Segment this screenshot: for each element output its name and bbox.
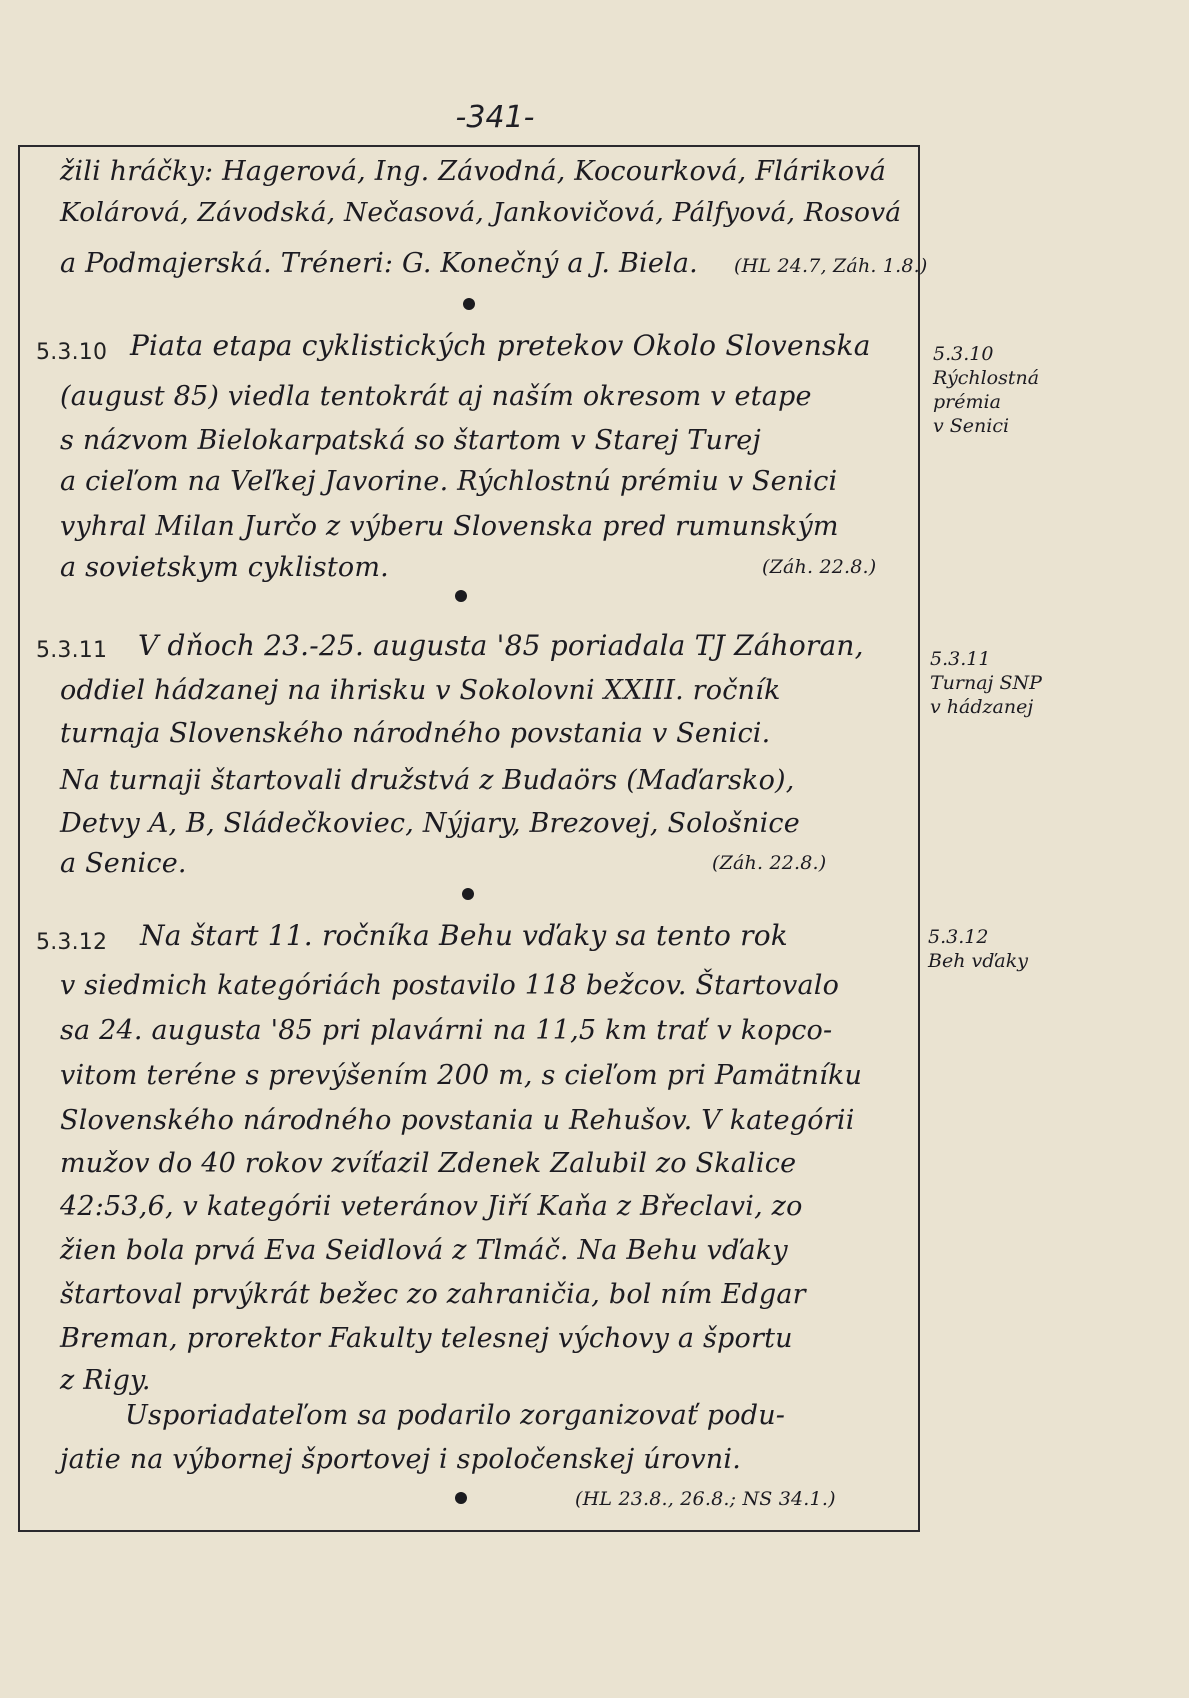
section-bullet: [463, 298, 475, 310]
section-line: oddiel hádzanej na ihrisku v Sokolovni XXIII. ročník: [60, 675, 781, 706]
margin-note-line: v hádzanej: [930, 696, 1034, 718]
section-line: 42:53,6, v kategórii veteránov Jiří Kaňa z Břeclavi, zo: [60, 1191, 803, 1222]
section-line: mužov do 40 rokov zvíťazil Zdenek Zalubil zo Skalice: [60, 1148, 797, 1179]
section-line: Na turnaji štartovali družstvá z Budaörs (Maďarsko),: [60, 765, 795, 796]
margin-note-line: Turnaj SNP: [930, 672, 1042, 694]
section-line: žien bola prvá Eva Seidlová z Tlmáč. Na Behu vďaky: [60, 1235, 788, 1266]
margin-note-line: v Senici: [933, 415, 1010, 437]
section-line: a cieľom na Veľkej Javorine. Rýchlostnú prémiu v Senici: [60, 466, 838, 497]
section-line: a sovietskym cyklistom.: [60, 552, 389, 583]
section-bullet: [455, 590, 467, 602]
section-line: Piata etapa cyklistických pretekov Okolo Slovenska: [130, 329, 871, 362]
margin-note-line: 5.3.11: [930, 648, 991, 670]
section-line: štartoval prvýkrát bežec zo zahraničia, bol ním Edgar: [60, 1279, 806, 1310]
section-line: a Senice.: [60, 848, 187, 879]
section-line: s názvom Bielokarpatská so štartom v Starej Turej: [60, 425, 761, 456]
intro-line: žili hráčky: Hagerová, Ing. Závodná, Kocourková, Fláriková: [60, 156, 886, 187]
section-line: turnaja Slovenského národného povstania v Senici.: [60, 718, 771, 749]
section-line: (august 85) viedla tentokrát aj naším okresom v etape: [60, 381, 812, 412]
intro-line: a Podmajerská. Tréneri: G. Konečný a J. Biela.: [60, 248, 698, 279]
section-line: V dňoch 23.-25. augusta '85 poriadala TJ Záhoran,: [138, 629, 864, 662]
section-line: Usporiadateľom sa podarilo zorganizovať podu-: [125, 1400, 786, 1431]
margin-note-line: Rýchlostná: [933, 367, 1040, 389]
margin-note: [928, 925, 1028, 973]
section-line: Na štart 11. ročníka Behu vďaky sa tento rok: [140, 919, 788, 952]
section-line: jatie na výbornej športovej i spoločenskej úrovni.: [60, 1444, 742, 1475]
section-line: Slovenského národného povstania u Rehušov. V kategórii: [60, 1105, 855, 1136]
section-line: vitom teréne s prevýšením 200 m, s cieľom pri Pamätníku: [60, 1060, 863, 1091]
section-line: z Rigy.: [60, 1365, 151, 1396]
section-line: sa 24. augusta '85 pri plavárni na 11,5 km trať v kopco-: [60, 1015, 833, 1046]
margin-note: [930, 647, 1042, 719]
margin-note-line: 5.3.12: [928, 926, 989, 948]
section-line: Detvy A, B, Sládečkoviec, Nýjary, Brezovej, Sološnice: [60, 808, 800, 839]
section-number: 5.3.11: [36, 638, 108, 663]
margin-note: [933, 342, 1039, 438]
margin-note-line: Beh vďaky: [928, 950, 1028, 972]
section-reference: (Záh. 22.8.): [762, 556, 877, 578]
section-number: 5.3.10: [36, 340, 108, 365]
intro-reference: (HL 24.7, Záh. 1.8.): [734, 255, 928, 277]
section-line: Breman, prorektor Fakulty telesnej výchovy a športu: [60, 1323, 793, 1354]
section-bullet: [455, 1492, 467, 1504]
section-line: vyhral Milan Jurčo z výberu Slovenska pred rumunským: [60, 511, 839, 542]
margin-note-line: prémia: [933, 391, 1001, 413]
margin-note-line: 5.3.10: [933, 343, 994, 365]
page-number: -341-: [455, 100, 535, 135]
section-reference: (HL 23.8., 26.8.; NS 34.1.): [575, 1488, 836, 1510]
section-line: v siedmich kategóriách postavilo 118 bežcov. Štartovalo: [60, 970, 840, 1001]
section-number: 5.3.12: [36, 930, 108, 955]
section-reference: (Záh. 22.8.): [712, 852, 827, 874]
section-bullet: [462, 888, 474, 900]
intro-line: Kolárová, Závodská, Nečasová, Jankovičová, Pálfyová, Rosová: [60, 197, 902, 228]
